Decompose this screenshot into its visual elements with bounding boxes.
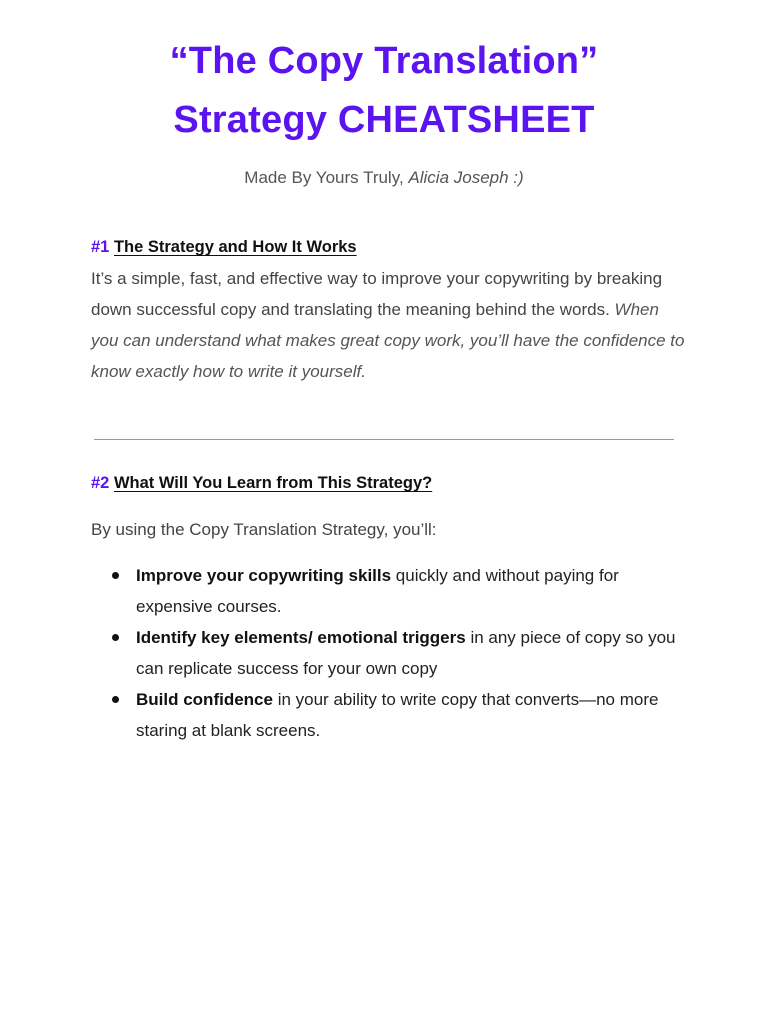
benefits-list — [108, 560, 688, 746]
byline-prefix: Made By Yours Truly, — [244, 168, 409, 187]
list-item-bold: Identify key elements/ emotional triggers — [136, 628, 466, 647]
section-1-body-text: It’s a simple, fast, and effective way to improve your copywriting by breaking down successful copy and translating the meaning behind the words. — [91, 269, 663, 319]
bullet-icon — [112, 696, 119, 703]
section-2-heading — [91, 471, 432, 495]
list-item-bold: Build confidence — [136, 690, 273, 709]
list-item-text: in any piece of copy so you can replicate success for your own copy — [136, 628, 676, 678]
byline — [0, 166, 768, 190]
section-1-body-italic: When you can understand what makes great copy work, you’ll have the confidence to know exactly how to write it yourself. — [91, 300, 685, 381]
section-2-title: What Will You Learn from This Strategy? — [113, 474, 433, 492]
section-1-number: #1 — [91, 238, 110, 256]
title-line-2: Strategy CHEATSHEET — [173, 99, 595, 141]
list-item-text: in your ability to write copy that converts—no more staring at blank screens. — [136, 690, 659, 740]
list-item-text: quickly and without paying for expensive courses. — [136, 566, 619, 616]
section-1-body — [91, 263, 691, 387]
section-2-number: #2 — [91, 474, 110, 492]
list-item-bold: Improve your copywriting skills — [136, 566, 392, 585]
bullet-icon — [112, 572, 119, 579]
bullet-icon — [112, 634, 119, 641]
section-divider — [94, 439, 674, 440]
section-2-intro: By using the Copy Translation Strategy, you’ll: — [91, 520, 437, 539]
title-line-1: “The Copy Translation” — [169, 40, 599, 82]
list-item — [108, 560, 688, 622]
section-1-title: The Strategy and How It Works — [113, 238, 357, 256]
byline-author: Alicia Joseph :) — [408, 168, 524, 187]
section-1-heading — [91, 235, 357, 259]
list-item — [108, 684, 688, 746]
list-item — [108, 622, 688, 684]
